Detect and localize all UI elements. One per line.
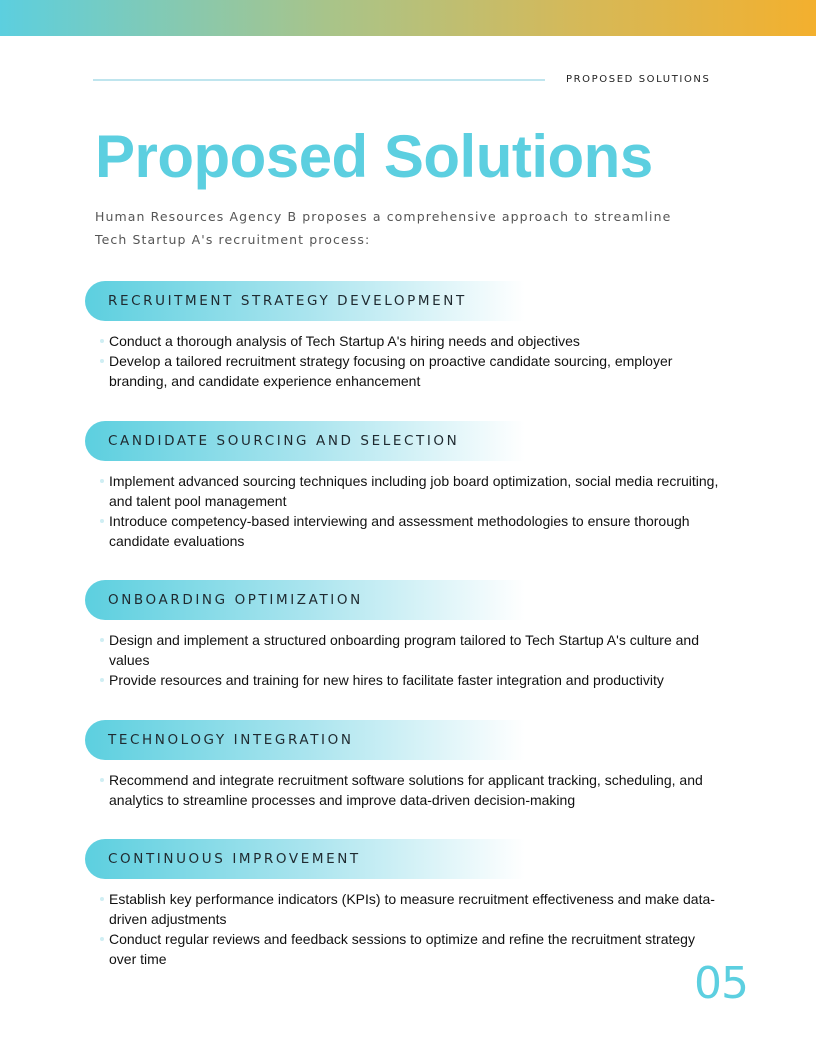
section-recruitment-strategy xyxy=(85,281,725,391)
list-item: Design and implement a structured onboarding program tailored to Tech Startup A's culture and values xyxy=(109,630,725,670)
list-item: Conduct regular reviews and feedback sessions to optimize and refine the recruitment strategy over time xyxy=(109,929,725,969)
section-heading-pill xyxy=(85,839,525,879)
section-heading: RECRUITMENT STRATEGY DEVELOPMENT xyxy=(108,293,467,309)
running-header: PROPOSED SOLUTIONS xyxy=(566,74,711,85)
section-candidate-sourcing xyxy=(85,421,725,551)
list-item: Develop a tailored recruitment strategy focusing on proactive candidate sourcing, employer branding, and candidate experience enhancement xyxy=(109,351,725,391)
page-title: Proposed Solutions xyxy=(95,123,653,190)
list-item: Recommend and integrate recruitment software solutions for applicant tracking, scheduling, and analytics to streamline processes and improve data-driven decision-making xyxy=(109,770,725,810)
section-heading-pill xyxy=(85,281,525,321)
gradient-header-bar xyxy=(0,0,816,36)
section-heading: TECHNOLOGY INTEGRATION xyxy=(108,732,354,748)
section-heading: CANDIDATE SOURCING AND SELECTION xyxy=(108,433,460,449)
bullet-list xyxy=(85,770,725,810)
section-heading: ONBOARDING OPTIMIZATION xyxy=(108,592,363,608)
list-item: Implement advanced sourcing techniques including job board optimization, social media recruiting, and talent pool management xyxy=(109,471,725,511)
section-heading-pill xyxy=(85,421,525,461)
list-item: Establish key performance indicators (KPIs) to measure recruitment effectiveness and make data-driven adjustments xyxy=(109,889,725,929)
section-continuous-improvement xyxy=(85,839,725,969)
bullet-list xyxy=(85,889,725,969)
bullet-list xyxy=(85,331,725,391)
intro-paragraph: Human Resources Agency B proposes a comprehensive approach to streamline Tech Startup A's recruitment process: xyxy=(95,209,672,247)
page-number: 05 xyxy=(694,958,748,1009)
list-item: Conduct a thorough analysis of Tech Startup A's hiring needs and objectives xyxy=(109,331,725,351)
list-item: Provide resources and training for new hires to facilitate faster integration and productivity xyxy=(109,670,725,690)
section-technology xyxy=(85,720,725,810)
list-item: Introduce competency-based interviewing and assessment methodologies to ensure thorough candidate evaluations xyxy=(109,511,725,551)
section-heading-pill xyxy=(85,580,525,620)
section-heading-pill xyxy=(85,720,525,760)
header-rule xyxy=(93,79,545,81)
bullet-list xyxy=(85,471,725,551)
section-heading: CONTINUOUS IMPROVEMENT xyxy=(108,851,361,867)
bullet-list xyxy=(85,630,725,690)
section-onboarding xyxy=(85,580,725,690)
